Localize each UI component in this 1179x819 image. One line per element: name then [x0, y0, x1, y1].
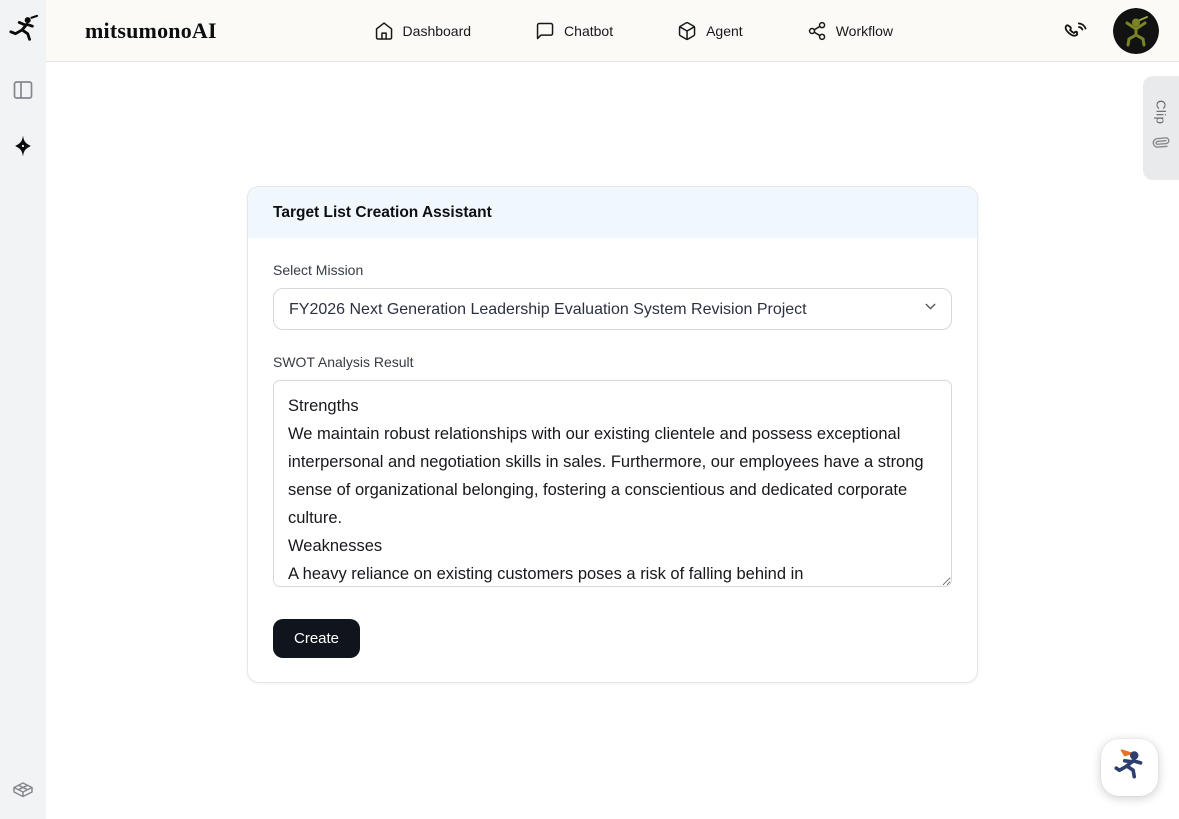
nav-label: Dashboard: [402, 23, 472, 39]
nav-item-workflow[interactable]: [807, 21, 893, 41]
home-icon: [374, 21, 394, 41]
cube-icon: [677, 21, 697, 41]
nav-item-agent[interactable]: [677, 21, 743, 41]
mission-select[interactable]: [273, 288, 952, 330]
swot-label: SWOT Analysis Result: [273, 354, 414, 370]
card-title: Target List Creation Assistant: [273, 204, 492, 221]
card-header: [248, 187, 977, 238]
top-navigation: [374, 0, 893, 62]
topbar-right: [1063, 8, 1159, 54]
share-icon: [807, 21, 827, 41]
cube-3d-icon[interactable]: [8, 775, 38, 805]
brand-wordmark[interactable]: mitsumonoAI: [85, 17, 217, 43]
chat-bubble-icon: [535, 21, 555, 41]
runner-ninja-logo-icon[interactable]: [7, 9, 39, 49]
main-content: [46, 62, 1179, 819]
sparkle-icon[interactable]: [8, 131, 38, 161]
ninja-fab-icon: [1112, 747, 1148, 788]
create-button[interactable]: Create: [273, 619, 360, 658]
avatar-ninja[interactable]: [1113, 8, 1159, 54]
nav-item-dashboard[interactable]: [374, 21, 472, 41]
assistant-card: [247, 186, 978, 683]
mission-label: Select Mission: [273, 262, 364, 278]
nav-item-chatbot[interactable]: [535, 21, 613, 41]
clip-side-tab[interactable]: [1143, 76, 1179, 180]
phone-call-icon[interactable]: [1063, 18, 1089, 44]
nav-label: Chatbot: [564, 23, 614, 39]
paperclip-icon: [1153, 134, 1170, 156]
left-rail: [0, 0, 46, 819]
ninja-assistant-fab[interactable]: [1101, 739, 1158, 796]
nav-label: Workflow: [835, 23, 894, 39]
mission-select-wrap: [273, 288, 952, 330]
panel-toggle-icon[interactable]: [8, 75, 38, 105]
nav-label: Agent: [706, 23, 743, 39]
topbar: [46, 0, 1179, 62]
clip-tab-label: Clip: [1153, 100, 1169, 125]
card-body: [248, 238, 977, 682]
swot-textarea[interactable]: [273, 380, 952, 587]
